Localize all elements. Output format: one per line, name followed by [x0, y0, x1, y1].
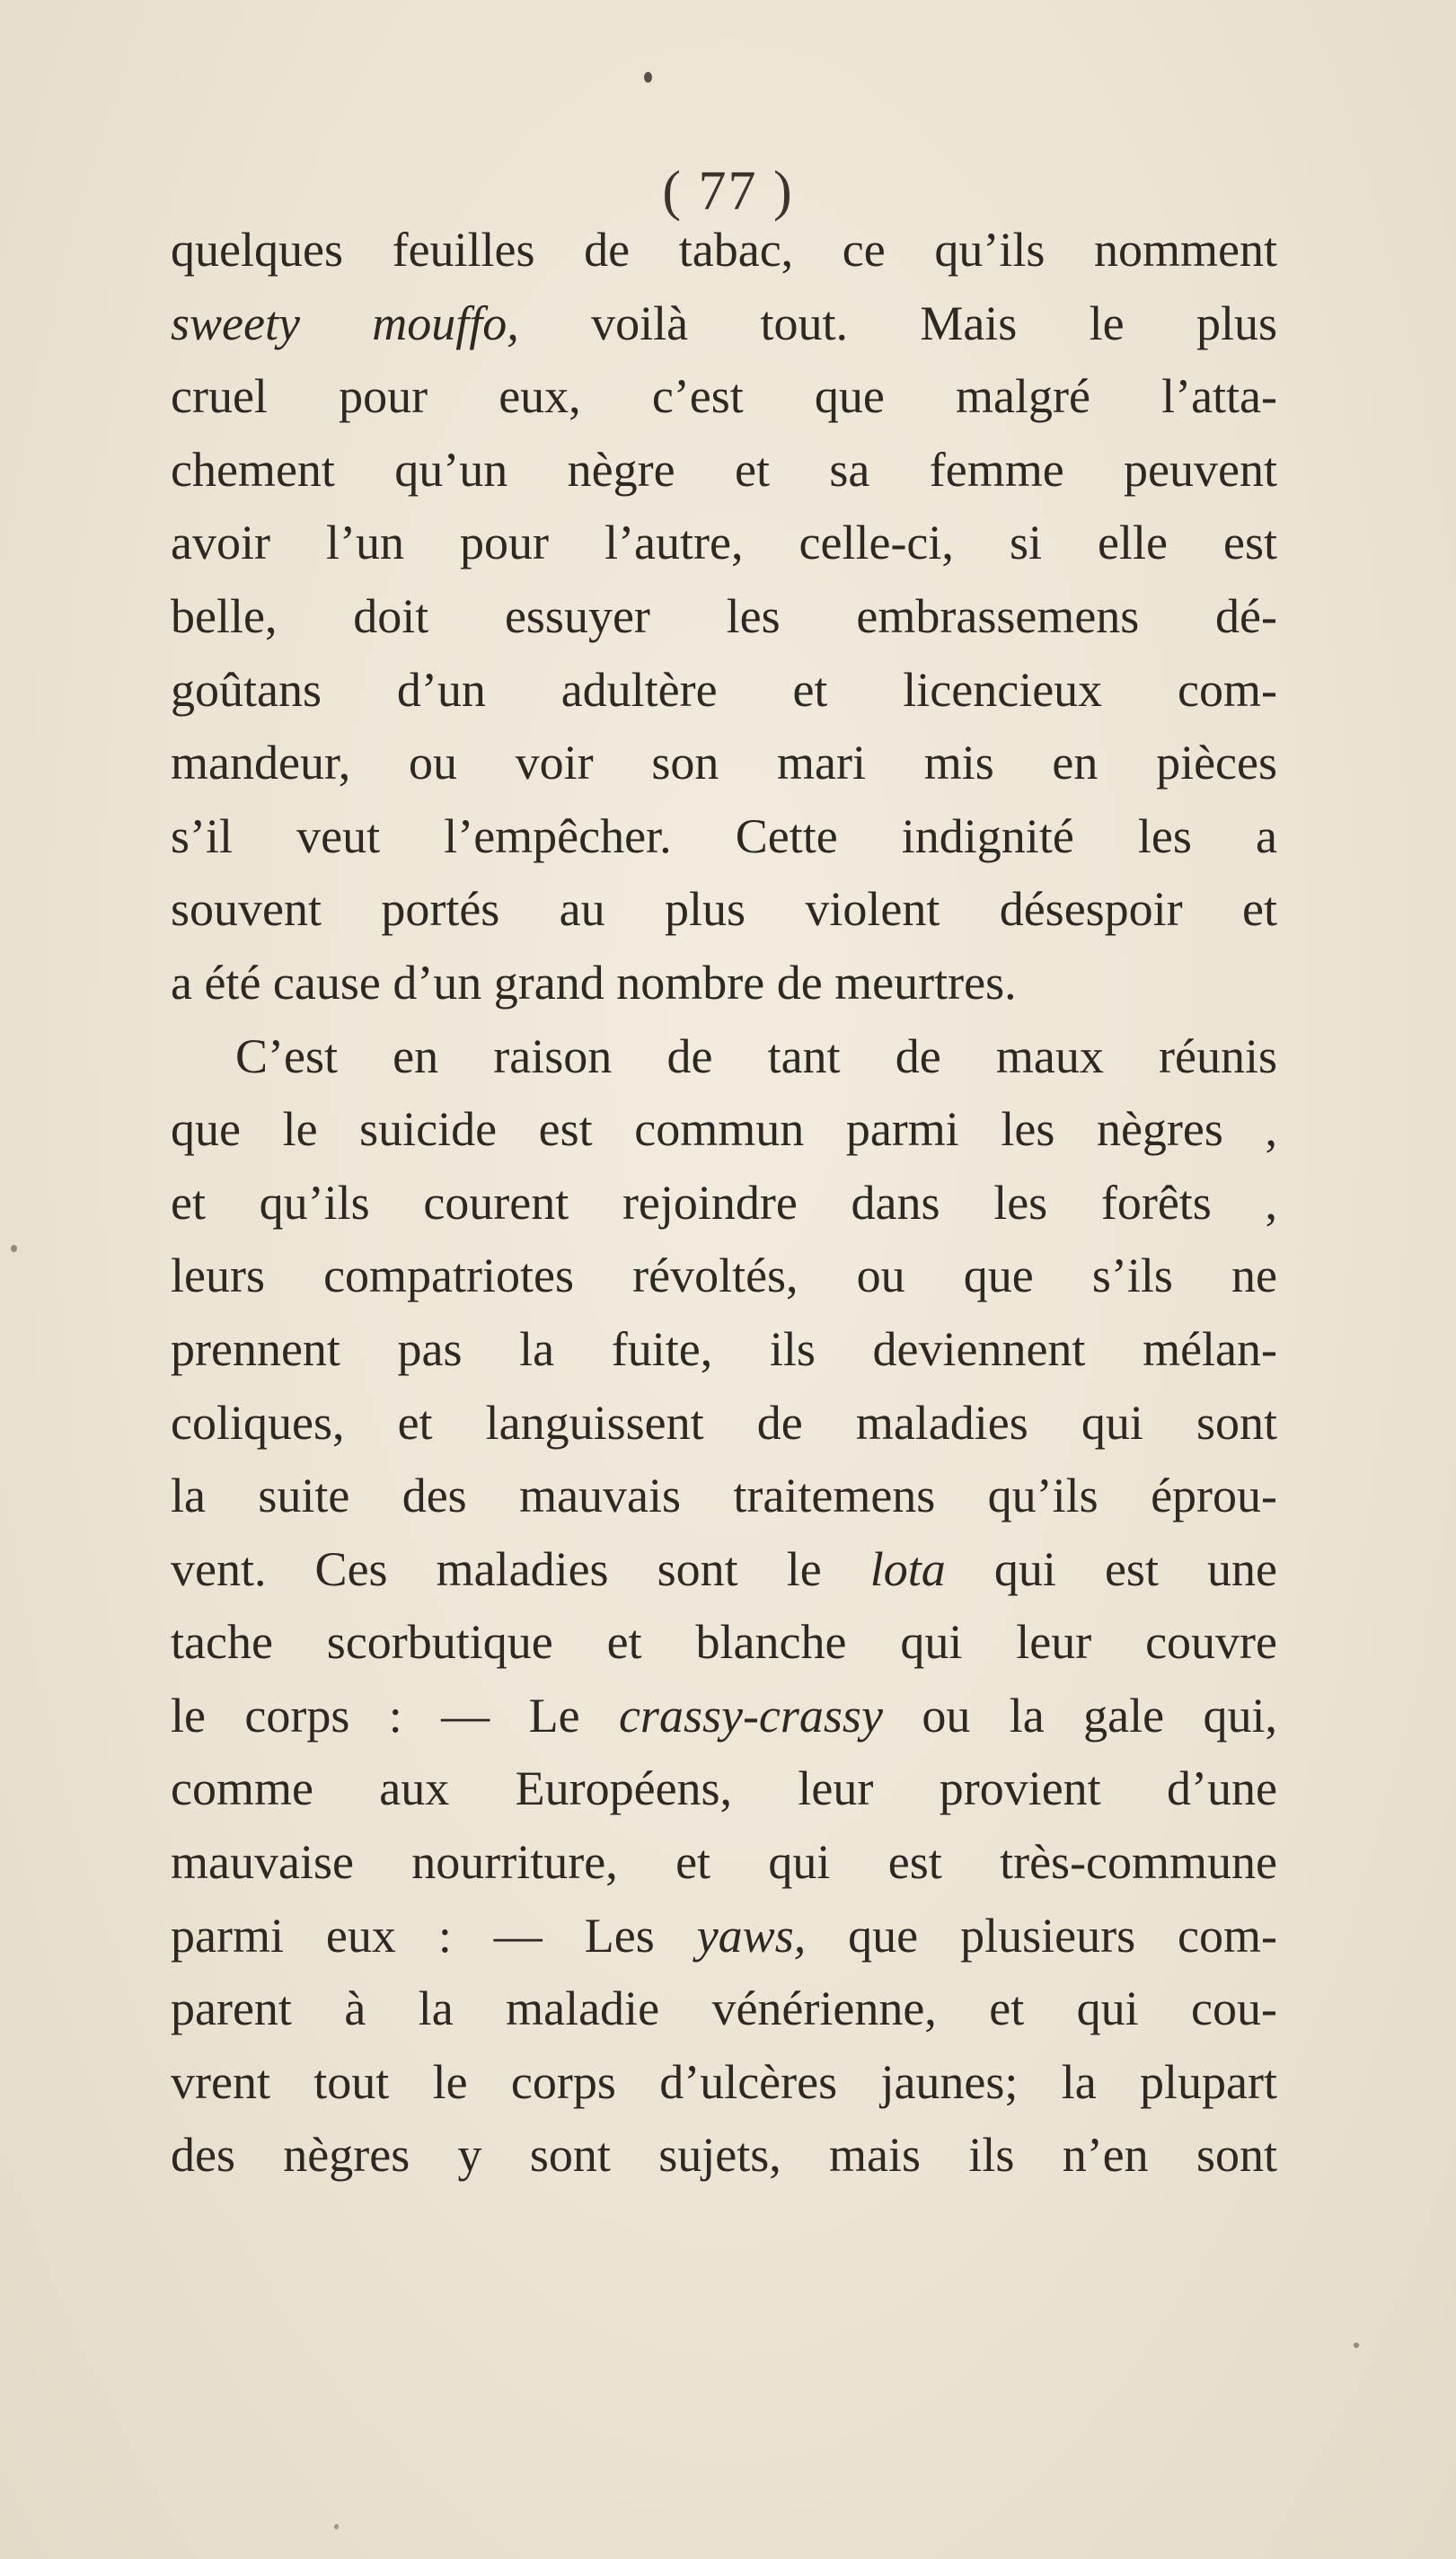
ink-speck — [1354, 2343, 1359, 2348]
text-line — [171, 580, 1277, 654]
text-segment: comme aux Européens, leur provient d’une — [171, 1761, 1277, 1816]
ink-speck — [644, 72, 652, 83]
text-line — [171, 1826, 1277, 1900]
text-line — [171, 1167, 1277, 1240]
text-line — [171, 727, 1277, 800]
text-line — [171, 1752, 1277, 1826]
text-segment: parmi eux : — Les — [171, 1908, 697, 1963]
text-line — [171, 1313, 1277, 1387]
text-line — [171, 1020, 1277, 1094]
text-segment: que plusieurs com- — [806, 1908, 1277, 1963]
italic-term: crassy-crassy — [618, 1688, 883, 1743]
text-line — [171, 1972, 1277, 2046]
text-line — [171, 2119, 1277, 2193]
text-segment: coliques, et languissent de maladies qui sont — [171, 1395, 1277, 1450]
text-segment: vrent tout le corps d’ulcères jaunes; la plupart — [171, 2054, 1277, 2109]
text-line — [171, 1460, 1277, 1533]
text-segment: voilà tout. Mais le plus — [518, 296, 1277, 350]
text-segment: et qu’ils courent rejoindre dans les forêts , — [171, 1175, 1277, 1230]
text-line — [171, 873, 1277, 947]
text-line — [171, 287, 1277, 361]
text-line — [171, 2046, 1277, 2120]
italic-term: yaws, — [696, 1908, 807, 1963]
text-segment: parent à la maladie vénérienne, et qui cou- — [171, 1981, 1277, 2036]
text-segment: belle, doit essuyer les embrassemens dé- — [171, 588, 1277, 643]
text-line — [171, 947, 1277, 1020]
text-line — [171, 507, 1277, 580]
text-segment: la suite des mauvais traitemens qu’ils éprou- — [171, 1469, 1277, 1523]
text-segment: chement qu’un nègre et sa femme peuvent — [171, 442, 1277, 497]
text-segment: mauvaise nourriture, et qui est très-commune — [171, 1835, 1277, 1890]
text-segment: prennent pas la fuite, ils deviennent mélan- — [171, 1321, 1277, 1376]
italic-term: sweety mouffo, — [171, 296, 519, 350]
text-line — [171, 1093, 1277, 1167]
ink-speck — [334, 2524, 339, 2529]
text-segment: souvent portés au plus violent désespoir et — [171, 882, 1277, 937]
text-line — [171, 434, 1277, 507]
text-segment: des nègres y sont sujets, mais ils n’en sont — [171, 2128, 1277, 2183]
text-line — [171, 214, 1277, 287]
text-line — [171, 800, 1277, 874]
text-segment: avoir l’un pour l’autre, celle-ci, si elle est — [171, 516, 1277, 570]
text-line — [171, 1606, 1277, 1680]
page-number: ( 77 ) — [662, 161, 794, 222]
text-segment: vent. Ces maladies sont le — [171, 1541, 870, 1596]
text-line — [171, 1387, 1277, 1460]
text-segment: C’est en raison de tant de maux réunis — [235, 1028, 1277, 1083]
ink-speck — [11, 1245, 17, 1252]
text-line — [171, 1900, 1277, 1973]
text-segment: cruel pour eux, c’est que malgré l’atta- — [171, 369, 1277, 424]
text-segment: quelques feuilles de tabac, ce qu’ils nomment — [171, 223, 1277, 277]
text-segment: tache scorbutique et blanche qui leur couvre — [171, 1615, 1277, 1670]
text-segment: s’il veut l’empêcher. Cette indignité les a — [171, 808, 1277, 863]
text-line — [171, 1533, 1277, 1607]
text-segment: le corps : — Le — [171, 1688, 619, 1743]
body-text — [171, 214, 1277, 2193]
text-segment: mandeur, ou voir son mari mis en pièces — [171, 736, 1277, 790]
text-line — [171, 360, 1277, 434]
text-segment: a été cause d’un grand nombre de meurtres. — [171, 955, 1017, 1010]
text-line — [171, 654, 1277, 728]
text-segment: qui est une — [945, 1541, 1277, 1596]
text-segment: leurs compatriotes révoltés, ou que s’ils ne — [171, 1249, 1277, 1303]
text-segment: que le suicide est commun parmi les nègres , — [171, 1102, 1277, 1157]
italic-term: lota — [869, 1541, 946, 1596]
text-segment: ou la gale qui, — [882, 1688, 1277, 1743]
text-segment: goûtans d’un adultère et licencieux com- — [171, 662, 1277, 717]
text-line — [171, 1680, 1277, 1753]
text-line — [171, 1240, 1277, 1313]
